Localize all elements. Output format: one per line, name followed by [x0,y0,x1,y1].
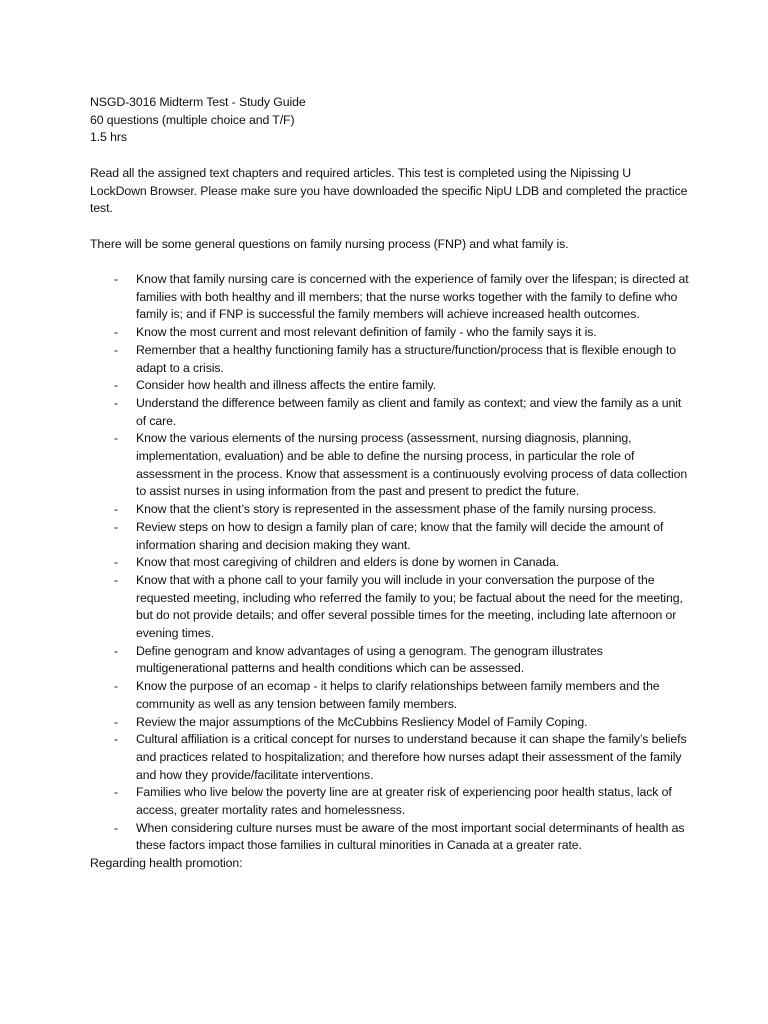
list-item-text: Know the purpose of an ecomap - it helps to clarify relationships between family members and the community as well as any tension between family members. [136,679,660,711]
list-item-text: Define genogram and know advantages of using a genogram. The genogram illustrates multigenerational patterns and health conditions which can be assessed. [136,643,603,676]
list-item [90,572,690,643]
list-item [90,501,690,519]
bullet-dash: - [114,820,118,835]
general-paragraph: There will be some general questions on family nursing process (FNP) and what family is. [90,236,569,251]
bullet-dash: - [114,732,118,747]
document-title: NSGD-3016 Midterm Test - Study Guide [90,95,306,109]
bullet-dash: - [114,271,118,286]
bullet-dash: - [114,679,118,694]
bullet-dash: - [114,502,118,517]
list-item-text: Know the most current and most relevant definition of family - who the family says it is. [136,325,597,340]
list-item-text: Cultural affiliation is a critical concept for nurses to understand because it can shape the family’s beliefs and practices related to hospitalization; and therefore how nurses adapt their assessment of the family and how they provide/facilitate interventions. [136,732,687,782]
list-item-text: Know that most caregiving of children and elders is done by women in Canada. [136,555,560,570]
list-item [90,678,690,713]
bullet-dash: - [114,378,118,393]
bullet-dash: - [114,395,118,410]
list-item [90,395,690,430]
bullet-dash: - [114,785,118,800]
spacer [90,218,690,236]
list-item [90,519,690,554]
test-duration: 1.5 hrs [90,130,127,145]
bullet-dash: - [114,519,118,534]
intro-paragraph: Read all the assigned text chapters and required articles. This test is completed using the Nipissing U LockDown Browser. Please make sure you have downloaded the specific NipU LDB and completed the practice test. [90,165,688,216]
list-item-text: Consider how health and illness affects the entire family. [136,378,436,393]
list-item-text: Review the major assumptions of the McCubbins Resliency Model of Family Coping. [136,714,588,729]
spacer [90,147,690,165]
bullet-dash: - [114,572,118,587]
bullet-dash: - [114,342,118,357]
list-item [90,784,690,819]
list-item-text: Know that with a phone call to your family you will include in your conversation the purpose of the requested meeting, including who referred the family to you; be factual about the need for the meeting, but do not provide details; and offer several possible times for the meeting, including late afternoon or evening times. [136,572,683,641]
question-count: 60 questions (multiple choice and T/F) [90,112,295,127]
list-item-text: Families who live below the poverty line are at greater risk of experiencing poor health status, lack of access, greater mortality rates and homelessness. [136,785,672,818]
list-item [90,554,690,572]
list-item [90,324,690,342]
bullet-dash: - [114,643,118,658]
list-item [90,643,690,678]
list-item-text: When considering culture nurses must be aware of the most important social determinants of health as these factors impact those families in cultural minorities in Canada at a greater rate. [136,820,685,853]
bullet-dash: - [114,714,118,729]
bullet-dash: - [114,325,118,340]
health-promotion-heading: Regarding health promotion: [90,856,243,871]
list-item [90,820,690,855]
list-item [90,731,690,784]
list-item-text: Remember that a healthy functioning family has a structure/function/process that is flexible enough to adapt to a crisis. [136,342,677,375]
list-item [90,271,690,324]
bullet-dash: - [114,555,118,570]
list-item-text: Know that the client’s story is represented in the assessment phase of the family nursing process. [136,502,657,517]
study-points-list [90,271,690,855]
list-item [90,430,690,501]
list-item-text: Review steps on how to design a family plan of care; know that the family will decide the amount of information sharing and decision making they want. [136,519,664,552]
list-item [90,377,690,395]
list-item-text: Know that family nursing care is concerned with the experience of family over the lifespan; is directed at families with both healthy and ill members; that the nurse works together with the family to define who family is; and if FNP is successful the family members will achieve increased health outcomes. [136,271,689,322]
document-body [90,94,690,873]
list-item-text: Understand the difference between family as client and family as context; and view the family as a unit of care. [136,395,682,428]
list-item [90,342,690,377]
bullet-dash: - [114,431,118,446]
list-item-text: Know the various elements of the nursing process (assessment, nursing diagnosis, planning, implementation, evaluation) and be able to define the nursing process, in particular the role of assessment in the process. Know that assessment is a continuously evolving process of data collection to assist nurses in using information from the past and present to predict the future. [136,431,688,499]
spacer [90,253,690,271]
list-item [90,714,690,732]
